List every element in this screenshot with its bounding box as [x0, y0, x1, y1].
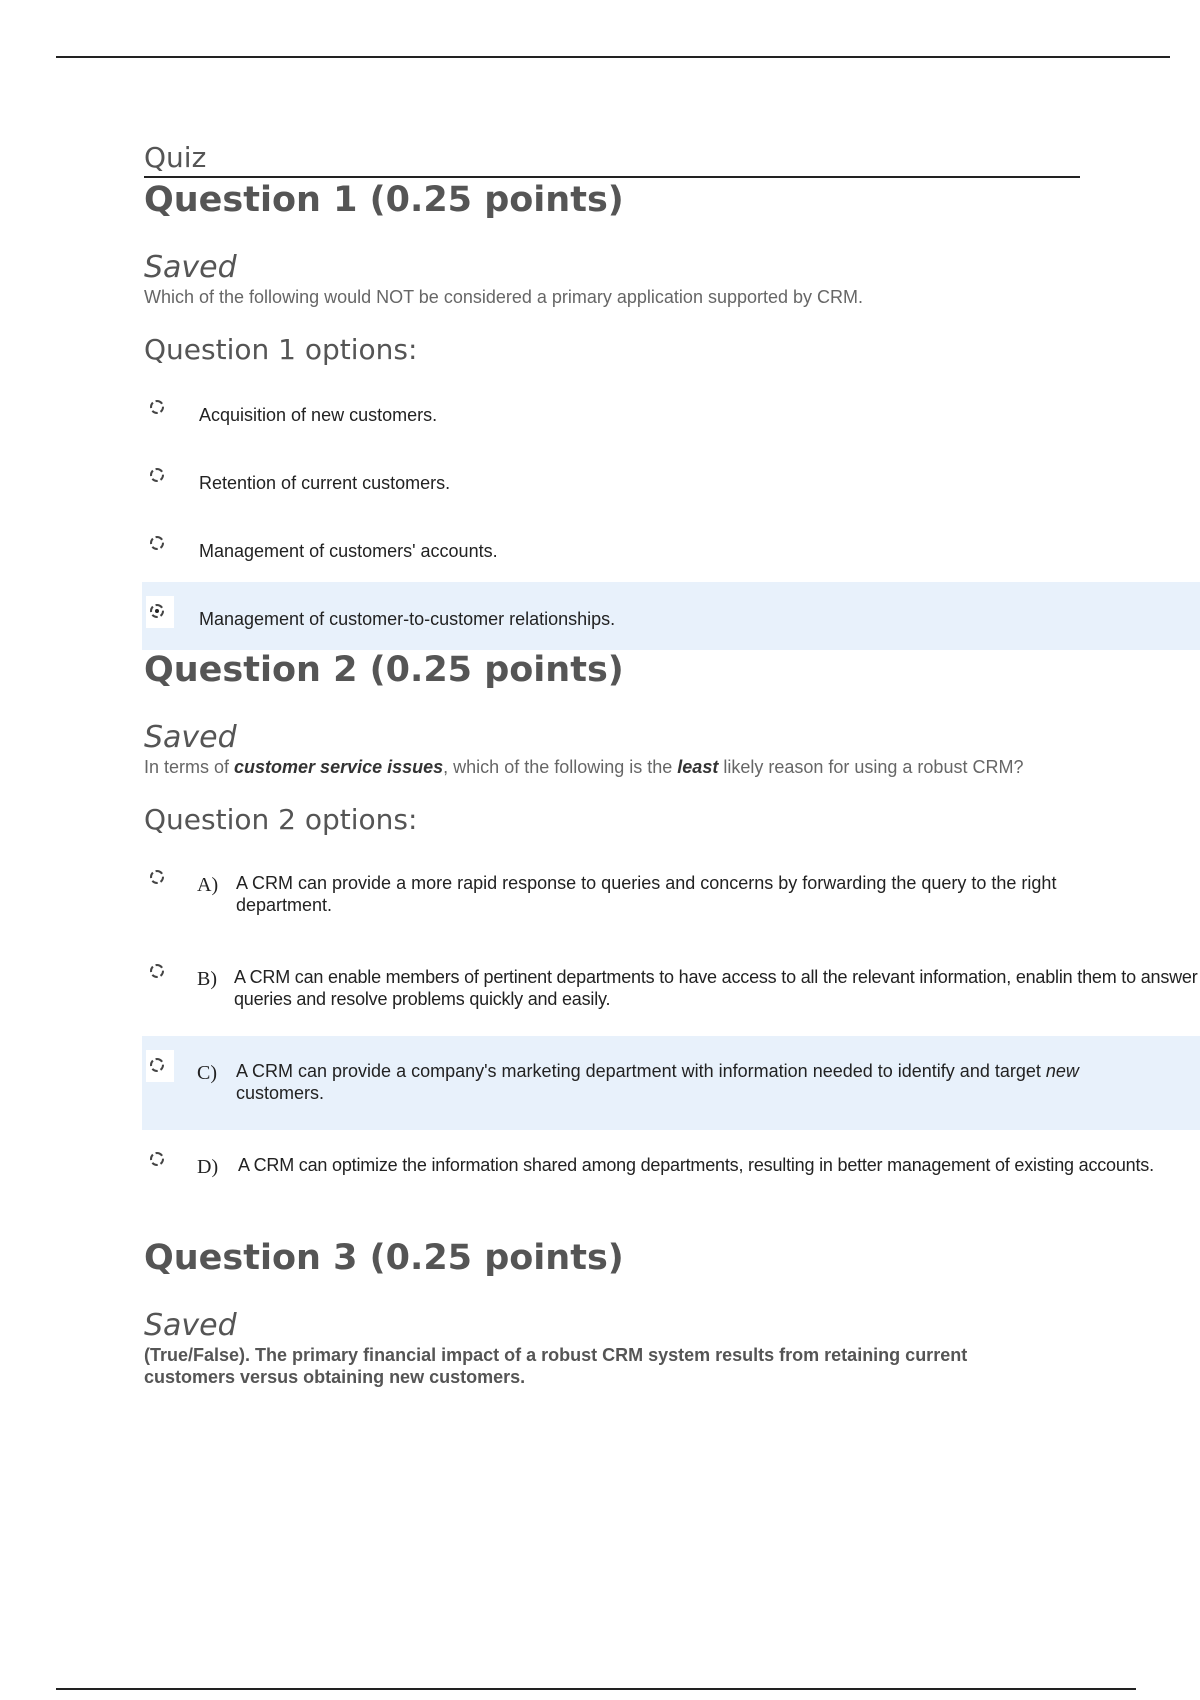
option-letter: B) [197, 968, 217, 990]
question-1 [144, 178, 1194, 650]
option-letter: D) [197, 1156, 219, 1178]
saved-status: Saved [144, 1308, 237, 1343]
question-points: (0.25 points) [369, 180, 624, 220]
radio-button[interactable] [150, 870, 164, 884]
bottom-rule [56, 1688, 1136, 1690]
option-text: Management of customer-to-customer relationships. [199, 609, 616, 629]
quiz-title: Quiz [144, 140, 1080, 178]
question-heading [144, 1236, 1194, 1280]
radio-button[interactable] [150, 536, 164, 550]
option-text: Management of customers' accounts. [199, 541, 498, 561]
radio-button[interactable] [150, 964, 164, 978]
option-text: Retention of current customers. [199, 473, 451, 493]
options-label: Question 2 options: [144, 803, 418, 836]
radio-button-checked[interactable] [150, 604, 164, 618]
question-points: (0.25 points) [369, 1238, 624, 1278]
top-rule [56, 56, 1170, 58]
question-heading [144, 178, 1194, 222]
option-2a[interactable] [142, 848, 1200, 942]
option-1b[interactable] [142, 446, 1200, 514]
options-label: Question 1 options: [144, 333, 418, 366]
option-1c[interactable] [142, 514, 1200, 582]
question-label: Question 1 [144, 180, 358, 220]
radio-button[interactable] [150, 468, 164, 482]
option-text: A CRM can optimize the information shared among departments, resulting in better management of existing accounts. [238, 1155, 1154, 1175]
quiz-content [144, 140, 1198, 1388]
option-1d[interactable] [142, 582, 1200, 650]
radio-button[interactable] [150, 400, 164, 414]
option-text: Acquisition of new customers. [199, 405, 438, 425]
option-2d[interactable] [142, 1130, 1200, 1224]
option-letter: C) [197, 1062, 217, 1084]
question-points: (0.25 points) [369, 650, 624, 690]
question-label: Question 3 [144, 1238, 358, 1278]
question-2 [144, 648, 1198, 1224]
radio-button[interactable] [150, 1152, 164, 1166]
question-text: (True/False). The primary financial impact of a robust CRM system results from retaining current customers versus obtaining new customers. [144, 1345, 968, 1387]
question-text: Which of the following would NOT be considered a primary application supported by CRM. [144, 287, 864, 307]
question-label: Question 2 [144, 650, 358, 690]
option-1a[interactable] [142, 378, 1200, 446]
option-letter: A) [197, 874, 219, 896]
option-2b[interactable] [142, 942, 1200, 1036]
question-text: In terms of customer service issues, which of the following is the least likely reason for using a robust CRM? [144, 757, 1024, 777]
saved-status: Saved [144, 720, 237, 755]
question-heading [144, 648, 1194, 692]
option-2c[interactable] [142, 1036, 1200, 1130]
radio-button[interactable] [150, 1058, 164, 1072]
saved-status: Saved [144, 250, 237, 285]
option-text: A CRM can enable members of pertinent departments to have access to all the relevant information, enablin them to answer queries and resolve problems quickly and easily. [234, 967, 1198, 1009]
option-text: A CRM can provide a more rapid response to queries and concerns by forwarding the query to the right department. [236, 873, 1057, 915]
option-text: A CRM can provide a company's marketing department with information needed to identify and target new customers. [236, 1061, 1079, 1103]
question-3 [144, 1236, 1194, 1388]
